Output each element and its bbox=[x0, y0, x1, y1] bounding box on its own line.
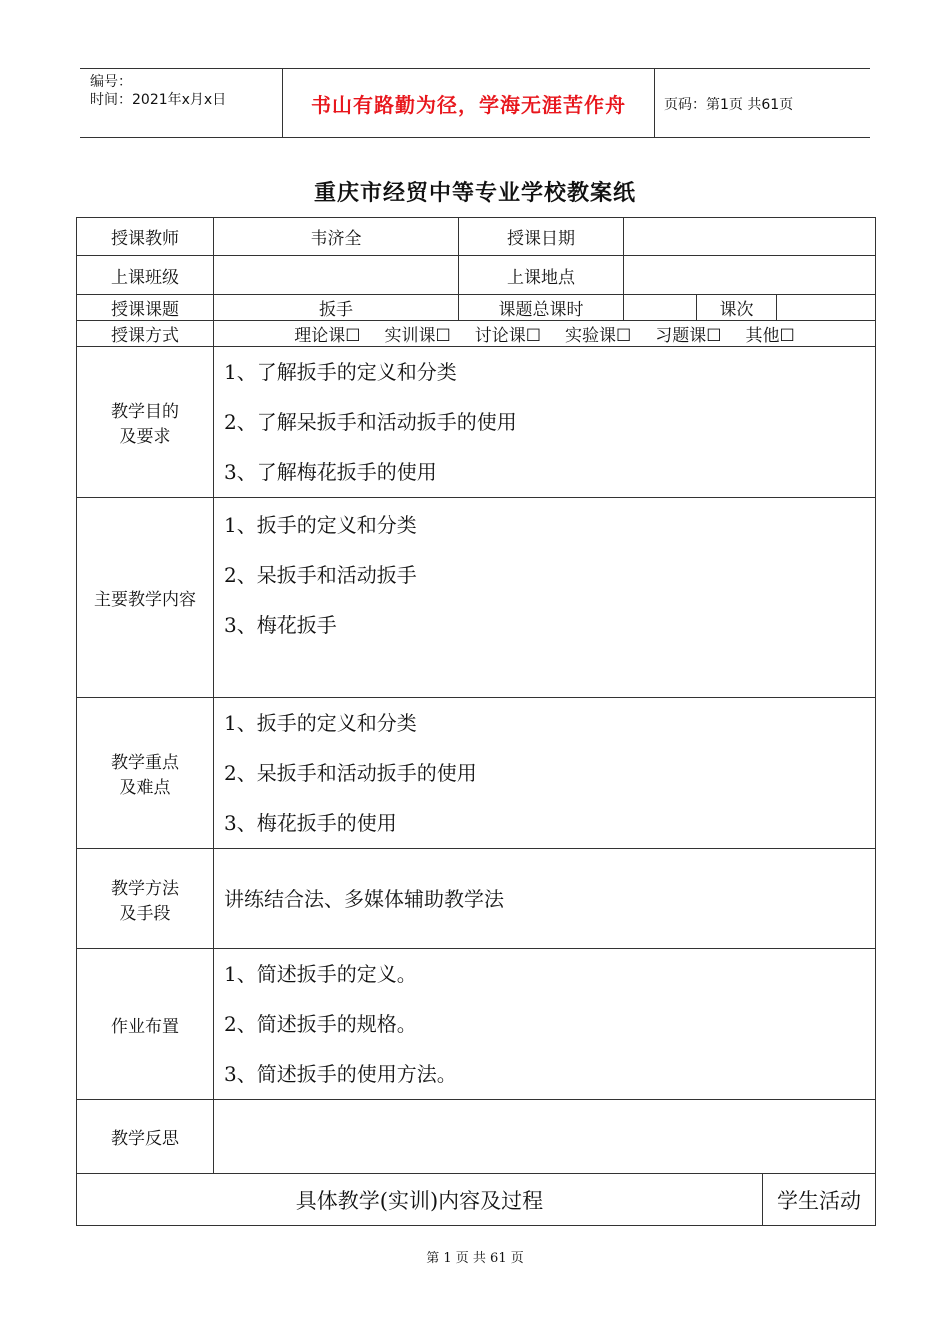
session-value bbox=[777, 295, 876, 321]
main-content bbox=[214, 498, 876, 698]
objective-item: 2、了解呆扳手和活动扳手的使用 bbox=[224, 410, 517, 434]
location-label: 上课地点 bbox=[459, 256, 624, 295]
row-main-content bbox=[77, 498, 876, 698]
homework-item: 2、简述扳手的规格。 bbox=[224, 1012, 417, 1036]
teacher-value: 韦济全 bbox=[214, 218, 459, 256]
process-label: 具体教学(实训)内容及过程 bbox=[77, 1174, 763, 1226]
keypoint-item: 2、呆扳手和活动扳手的使用 bbox=[224, 761, 477, 785]
content-label: 主要教学内容 bbox=[77, 498, 214, 698]
topic-label: 授课课题 bbox=[77, 295, 214, 321]
reflection-value bbox=[214, 1100, 876, 1174]
header-page-info: 页码：第1页 共61页 bbox=[664, 97, 794, 113]
methods-value: 讲练结合法、多媒体辅助教学法 bbox=[224, 886, 504, 911]
location-value bbox=[624, 256, 876, 295]
row-teacher bbox=[77, 218, 876, 256]
keypoints-label-line2: 及难点 bbox=[119, 778, 171, 798]
row-reflection bbox=[77, 1100, 876, 1174]
methods-label-line2: 及手段 bbox=[119, 903, 171, 924]
objective-item: 1、了解扳手的定义和分类 bbox=[224, 360, 457, 384]
header-divider bbox=[654, 69, 655, 137]
class-value bbox=[214, 256, 459, 295]
number-label: 编号： bbox=[90, 74, 132, 90]
content-item: 2、呆扳手和活动扳手 bbox=[224, 563, 417, 587]
method-label: 授课方式 bbox=[77, 321, 214, 347]
homework-item: 3、简述扳手的使用方法。 bbox=[224, 1062, 457, 1086]
row-process bbox=[77, 1174, 876, 1226]
methods-label bbox=[77, 849, 214, 949]
time-label: 时间：2021年x月x日 bbox=[90, 92, 227, 108]
header-motto: 书山有路勤为径，学海无涯苦作舟 bbox=[311, 93, 626, 117]
method-options bbox=[214, 321, 876, 347]
header-meta bbox=[90, 73, 226, 109]
row-objectives bbox=[77, 347, 876, 498]
objectives-label bbox=[77, 347, 214, 498]
keypoint-item: 3、梅花扳手的使用 bbox=[224, 811, 397, 835]
row-topic bbox=[77, 295, 876, 321]
objectives-label-line1: 教学目的 bbox=[111, 402, 179, 422]
total-hours-label: 课题总课时 bbox=[459, 295, 624, 321]
session-label: 课次 bbox=[697, 295, 777, 321]
method-option-exercise[interactable]: 习题课☐ bbox=[655, 326, 722, 346]
method-option-other[interactable]: 其他☐ bbox=[745, 326, 795, 346]
reflection-label: 教学反思 bbox=[77, 1100, 214, 1174]
method-option-practice[interactable]: 实训课☐ bbox=[384, 326, 451, 346]
keypoints-content bbox=[214, 698, 876, 849]
keypoint-item: 1、扳手的定义和分类 bbox=[224, 711, 417, 735]
keypoints-label-line1: 教学重点 bbox=[111, 753, 179, 773]
row-methods bbox=[77, 849, 876, 949]
content-item: 1、扳手的定义和分类 bbox=[224, 513, 417, 537]
lesson-plan-table bbox=[76, 217, 876, 1226]
method-option-discussion[interactable]: 讨论课☐ bbox=[474, 326, 541, 346]
objectives-label-line2: 及要求 bbox=[119, 427, 171, 447]
class-label: 上课班级 bbox=[77, 256, 214, 295]
homework-content bbox=[214, 949, 876, 1100]
row-keypoints bbox=[77, 698, 876, 849]
teacher-label: 授课教师 bbox=[77, 218, 214, 256]
content-item: 3、梅花扳手 bbox=[224, 613, 337, 637]
row-class bbox=[77, 256, 876, 295]
date-label: 授课日期 bbox=[459, 218, 624, 256]
keypoints-label bbox=[77, 698, 214, 849]
homework-item: 1、简述扳手的定义。 bbox=[224, 962, 417, 986]
row-homework bbox=[77, 949, 876, 1100]
method-option-theory[interactable]: 理论课☐ bbox=[294, 326, 361, 346]
method-option-experiment[interactable]: 实验课☐ bbox=[565, 326, 632, 346]
objectives-content bbox=[214, 347, 876, 498]
homework-label: 作业布置 bbox=[77, 949, 214, 1100]
page-header bbox=[80, 68, 870, 138]
methods-content bbox=[214, 849, 876, 949]
objective-item: 3、了解梅花扳手的使用 bbox=[224, 460, 437, 484]
date-value bbox=[624, 218, 876, 256]
student-activity-label: 学生活动 bbox=[763, 1174, 876, 1226]
topic-value: 扳手 bbox=[214, 295, 459, 321]
page-title: 重庆市经贸中等专业学校教案纸 bbox=[313, 180, 636, 206]
methods-label-line1: 教学方法 bbox=[111, 878, 179, 899]
row-method bbox=[77, 321, 876, 347]
total-hours-value bbox=[624, 295, 697, 321]
page-footer: 第 1 页 共 61 页 bbox=[426, 1251, 524, 1266]
